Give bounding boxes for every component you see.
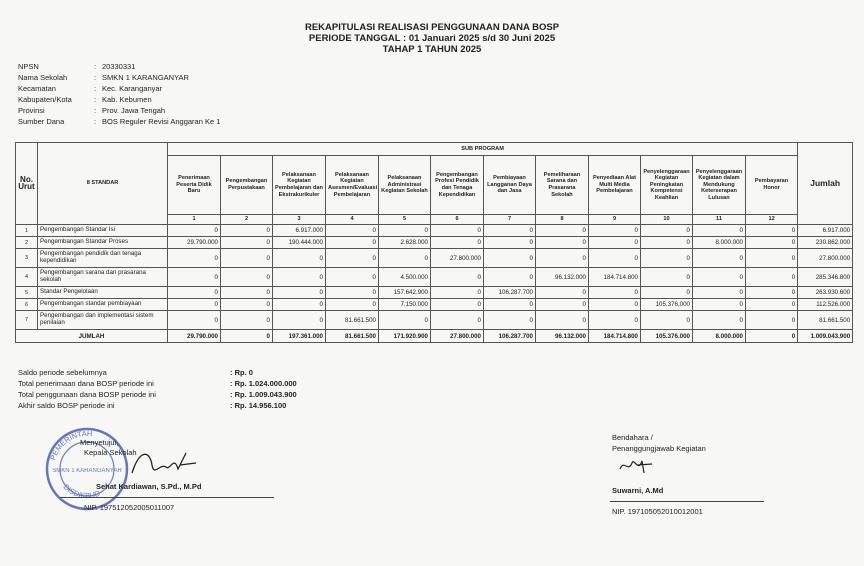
cell-value: 0 [221, 225, 273, 237]
row-total: 81.661.500 [798, 311, 853, 330]
left-sign-name: Sehat Kardiawan, S.Pd., M.Pd [96, 482, 202, 491]
cell-value: 0 [536, 249, 589, 268]
cell-value: 0 [746, 225, 798, 237]
column-header: Pembiayaan Langganan Daya dan Jasa [484, 156, 536, 215]
right-sign-line [610, 501, 764, 502]
info-sep: : [94, 117, 97, 126]
total-value: 171.920.900 [379, 330, 431, 343]
summary-label: Total penerimaan dana BOSP periode ini [18, 379, 154, 388]
cell-value: 0 [326, 287, 379, 299]
total-header: Jumlah [798, 143, 853, 225]
info-label: Nama Sekolah [18, 73, 68, 82]
info-sep: : [94, 62, 97, 71]
summary-row [18, 367, 297, 378]
cell-value: 0 [273, 311, 326, 330]
cell-value: 0 [746, 287, 798, 299]
row-standard: Pengembangan Standar Proses [38, 237, 168, 249]
cell-value: 0 [431, 311, 484, 330]
cell-value: 0 [168, 249, 221, 268]
right-sign-line2: Penanggungjawab Kegiatan [612, 444, 706, 453]
row-total: 230.862.000 [798, 237, 853, 249]
cell-value: 0 [536, 237, 589, 249]
signature-scribble-right [618, 455, 654, 477]
cell-value: 0 [221, 311, 273, 330]
row-number: 6 [16, 299, 38, 311]
total-row [16, 330, 853, 343]
cell-value: 0 [484, 299, 536, 311]
cell-value: 0 [536, 225, 589, 237]
cell-value: 0 [693, 249, 746, 268]
total-value: 105.376.000 [641, 330, 693, 343]
info-row [18, 116, 220, 127]
cell-value: 0 [431, 268, 484, 287]
column-number: 10 [641, 215, 693, 225]
table-row [16, 249, 853, 268]
cell-value: 0 [168, 299, 221, 311]
cell-value: 0 [326, 237, 379, 249]
table-row [16, 268, 853, 287]
row-total: 27.800.000 [798, 249, 853, 268]
cell-value: 0 [273, 287, 326, 299]
cell-value: 0 [221, 299, 273, 311]
cell-value: 0 [693, 299, 746, 311]
summary-label: Akhir saldo BOSP periode ini [18, 401, 115, 410]
total-value: 0 [746, 330, 798, 343]
cell-value: 0 [641, 249, 693, 268]
info-value: SMKN 1 KARANGANYAR [102, 73, 189, 82]
cell-value: 0 [221, 249, 273, 268]
total-value: 8.000.000 [693, 330, 746, 343]
cell-value: 157.642.900 [379, 287, 431, 299]
column-header: Penyelenggaraan Kegiatan dalam Mendukung Keterserapan Lulusan [693, 156, 746, 215]
document-title: REKAPITULASI REALISASI PENGGUNAAN DANA BOSP [304, 22, 560, 33]
column-header: Penyediaan Alat Multi Media Pembelajaran [589, 156, 641, 215]
cell-value: 8.000.000 [693, 237, 746, 249]
cell-value: 0 [431, 237, 484, 249]
info-label: NPSN [18, 62, 39, 71]
cell-value: 96.132.000 [536, 268, 589, 287]
total-label: JUMLAH [16, 330, 168, 343]
document-period: PERIODE TANGGAL : 01 Januari 2025 s/d 30 Juni 2025 [308, 33, 556, 44]
cell-value: 0 [484, 268, 536, 287]
cell-value: 0 [221, 287, 273, 299]
info-sep: : [94, 73, 97, 82]
standard-header: 8 STANDAR [38, 143, 168, 225]
column-header: Pembayaran Honor [746, 156, 798, 215]
column-number: 4 [326, 215, 379, 225]
column-number: 5 [379, 215, 431, 225]
cell-value: 2.628.000 [379, 237, 431, 249]
summary [18, 367, 297, 411]
cell-value: 0 [431, 287, 484, 299]
cell-value: 0 [484, 225, 536, 237]
cell-value: 0 [273, 299, 326, 311]
cell-value: 4.500.000 [379, 268, 431, 287]
cell-value: 0 [641, 287, 693, 299]
summary-value: : Rp. 1.024.000.000 [230, 379, 297, 388]
row-standard: Pengembangan Standar Isi [38, 225, 168, 237]
summary-row [18, 389, 297, 400]
info-row [18, 72, 220, 83]
row-total: 6.917.000 [798, 225, 853, 237]
cell-value: 0 [484, 237, 536, 249]
row-total: 112.526.000 [798, 299, 853, 311]
info-sep: : [94, 95, 97, 104]
cell-value: 0 [589, 299, 641, 311]
info-sep: : [94, 84, 97, 93]
summary-value: : Rp. 14.956.100 [230, 401, 287, 410]
column-header: Pengembangan Profesi Pendidik dan Tenaga Kependidikan [431, 156, 484, 215]
row-number: 4 [16, 268, 38, 287]
cell-value: 0 [326, 225, 379, 237]
info-value: BOS Reguler Revisi Anggaran Ke 1 [102, 117, 221, 126]
cell-value: 0 [693, 268, 746, 287]
cell-value: 81.661.500 [326, 311, 379, 330]
table-row [16, 237, 853, 249]
left-sign-nip: NIP. 197512052005011007 [84, 503, 175, 512]
cell-value: 0 [693, 225, 746, 237]
cell-value: 0 [168, 287, 221, 299]
row-standard: Pengembangan sarana dan prasarana sekolah [38, 268, 168, 287]
cell-value: 6.917.000 [273, 225, 326, 237]
column-number: 11 [693, 215, 746, 225]
total-value: 96.132.000 [536, 330, 589, 343]
row-standard: Pengembangan standar pembiayaan [38, 299, 168, 311]
row-number: 5 [16, 287, 38, 299]
column-header: Penerimaan Peserta Didik Baru [168, 156, 221, 215]
summary-row [18, 400, 297, 411]
column-number: 2 [221, 215, 273, 225]
cell-value: 0 [221, 237, 273, 249]
cell-value: 29.790.000 [168, 237, 221, 249]
info-value: Prov. Jawa Tengah [102, 106, 166, 115]
cell-value: 0 [431, 225, 484, 237]
cell-value: 0 [746, 249, 798, 268]
column-number: 3 [273, 215, 326, 225]
info-row [18, 94, 220, 105]
info-value: Kec. Karanganyar [102, 84, 163, 93]
info-label: Sumber Dana [18, 117, 65, 126]
cell-value: 0 [536, 287, 589, 299]
cell-value: 106.287.700 [484, 287, 536, 299]
info-value: Kab. Kebumen [102, 95, 152, 104]
cell-value: 0 [168, 268, 221, 287]
total-value: 29.790.000 [168, 330, 221, 343]
summary-label: Saldo periode sebelumnya [18, 368, 107, 377]
cell-value: 0 [379, 225, 431, 237]
column-header: Pelaksanaan Kegiatan Pembelajaran dan Ekstrakurikuler [273, 156, 326, 215]
column-header: Pengembangan Perpustakaan [221, 156, 273, 215]
total-value: 184.714.800 [589, 330, 641, 343]
info-value: 20330331 [102, 62, 136, 71]
summary-label: Total penggunaan dana BOSP periode ini [18, 390, 156, 399]
sub-program-header: SUB PROGRAM [168, 143, 798, 156]
left-sign-line2: Kepala Sekolah [84, 448, 137, 457]
left-sign-line [60, 497, 274, 498]
cell-value: 105.376.000 [641, 299, 693, 311]
left-sign-line1: Menyetujui, [80, 438, 119, 447]
cell-value: 0 [746, 268, 798, 287]
cell-value: 184.714.800 [589, 268, 641, 287]
cell-value: 0 [746, 299, 798, 311]
total-value: 106.287.700 [484, 330, 536, 343]
right-sign-name: Suwarni, A.Md [612, 486, 664, 495]
table-row [16, 311, 853, 330]
column-header: Penyelenggaraan Kegiatan Peningkatan Kompetensi Keahlian [641, 156, 693, 215]
total-value: 197.361.000 [273, 330, 326, 343]
grand-total: 1.009.043.900 [798, 330, 853, 343]
cell-value: 0 [641, 225, 693, 237]
cell-value: 0 [536, 311, 589, 330]
column-header: Pelaksanaan Administrasi Kegiatan Sekolah [379, 156, 431, 215]
table-row [16, 299, 853, 311]
row-total: 263.930.600 [798, 287, 853, 299]
table-row [16, 225, 853, 237]
row-standard: Pengembangan pendidik dan tenaga kependidikan [38, 249, 168, 268]
document-stage: TAHAP 1 TAHUN 2025 [382, 44, 482, 55]
cell-value: 0 [221, 268, 273, 287]
total-value: 27.800.000 [431, 330, 484, 343]
cell-value: 0 [589, 249, 641, 268]
column-number: 6 [431, 215, 484, 225]
cell-value: 0 [484, 311, 536, 330]
info-row [18, 61, 220, 72]
right-sign-line1: Bendahara / [612, 433, 653, 442]
column-header: Pelaksanaan Kegiatan Asesmen/Evaluasi Pembelajaran [326, 156, 379, 215]
cell-value: 0 [589, 287, 641, 299]
total-value: 0 [221, 330, 273, 343]
column-header: Pemeliharaan Sarana dan Prasarana Sekolah [536, 156, 589, 215]
total-value: 81.661.500 [326, 330, 379, 343]
cell-value: 0 [168, 311, 221, 330]
cell-value: 0 [379, 249, 431, 268]
info-label: Kecamatan [18, 84, 56, 93]
info-row [18, 83, 220, 94]
row-standard: Pengembangan dan implementasi sistem penilaian [38, 311, 168, 330]
no-header: No. Urut [16, 143, 38, 225]
info-row [18, 105, 220, 116]
summary-row [18, 378, 297, 389]
cell-value: 0 [641, 268, 693, 287]
column-number: 9 [589, 215, 641, 225]
cell-value: 0 [746, 311, 798, 330]
left-sign-header [80, 438, 137, 458]
signature-scribble-left [130, 443, 200, 483]
stamp-text-center: SMKN 1 KARANGANYAR [52, 468, 122, 474]
stamp-text-top: PEMERINTAH [48, 428, 93, 462]
cell-value: 0 [693, 311, 746, 330]
cell-value: 0 [589, 237, 641, 249]
column-number: 8 [536, 215, 589, 225]
info-label: Kabupaten/Kota [18, 95, 72, 104]
row-number: 3 [16, 249, 38, 268]
cell-value: 0 [326, 299, 379, 311]
cell-value: 0 [589, 311, 641, 330]
cell-value: 0 [589, 225, 641, 237]
cell-value: 0 [168, 225, 221, 237]
summary-value: : Rp. 0 [230, 368, 253, 377]
row-standard: Standar Pengelolaan [38, 287, 168, 299]
cell-value: 0 [746, 237, 798, 249]
column-number: 12 [746, 215, 798, 225]
table-row [16, 287, 853, 299]
cell-value: 0 [641, 311, 693, 330]
school-info [18, 61, 220, 127]
cell-value: 0 [273, 249, 326, 268]
row-number: 2 [16, 237, 38, 249]
cell-value: 0 [693, 287, 746, 299]
right-sign-nip: NIP. 197105052010012001 [612, 507, 703, 516]
info-sep: : [94, 106, 97, 115]
recap-table [15, 142, 853, 343]
cell-value: 0 [326, 268, 379, 287]
stamp-text-bottom: DISDIKBUD [61, 482, 102, 501]
cell-value: 0 [431, 299, 484, 311]
column-number: 1 [168, 215, 221, 225]
row-total: 285.346.800 [798, 268, 853, 287]
cell-value: 190.444.000 [273, 237, 326, 249]
right-sign-header [612, 432, 706, 454]
info-label: Provinsi [18, 106, 45, 115]
column-number: 7 [484, 215, 536, 225]
cell-value: 7.150.000 [379, 299, 431, 311]
cell-value: 0 [379, 311, 431, 330]
cell-value: 27.800.000 [431, 249, 484, 268]
cell-value: 0 [273, 268, 326, 287]
cell-value: 0 [641, 237, 693, 249]
summary-value: : Rp. 1.009.043.900 [230, 390, 297, 399]
cell-value: 0 [536, 299, 589, 311]
cell-value: 0 [484, 249, 536, 268]
cell-value: 0 [326, 249, 379, 268]
row-number: 7 [16, 311, 38, 330]
row-number: 1 [16, 225, 38, 237]
